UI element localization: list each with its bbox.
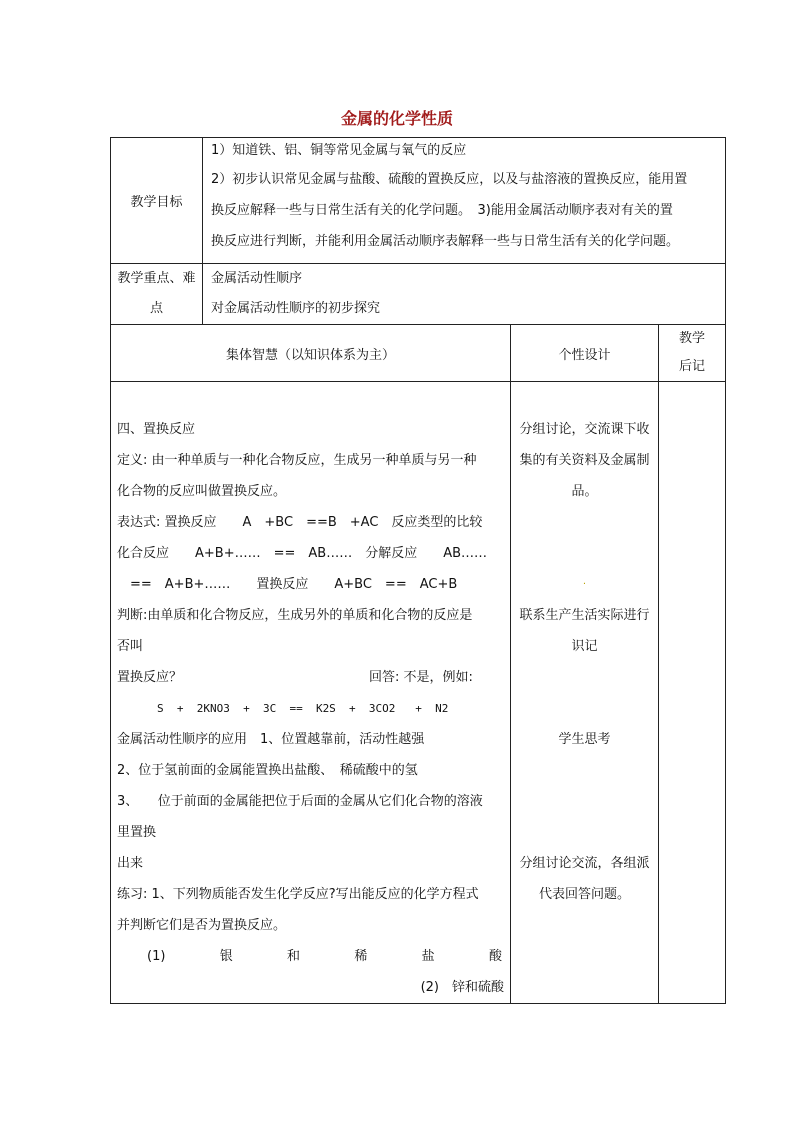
key-points-label-line: 点 xyxy=(149,301,163,316)
personal-note: 分组讨论交流，各组派 xyxy=(519,856,650,871)
application-line: 里置换 xyxy=(117,825,157,840)
key-points-row xyxy=(111,264,726,325)
key-points-content xyxy=(203,264,726,325)
application-line: 2、位于氢前面的金属能置换出盐酸、 稀硫酸中的氢 xyxy=(117,763,418,778)
exercise-item-word: 银 xyxy=(219,949,233,964)
exercise-item-2: (2) 锌和硫酸 xyxy=(420,980,504,995)
section-heading: 四、置换反应 xyxy=(117,422,196,437)
comparison-line: 化合反应 A+B+…… == AB…… 分解反应 AB…… xyxy=(117,546,488,561)
page-title: 金属的化学性质 xyxy=(340,109,453,128)
teaching-notes-header xyxy=(659,325,726,382)
application-line: 出来 xyxy=(117,856,144,871)
column-header-row xyxy=(111,325,726,382)
notes-header-line: 后记 xyxy=(679,359,706,374)
question-text: 置换反应？ xyxy=(117,670,183,685)
judgement-line: 判断:由单质和化合物反应，生成另外的单质和化合物的反应是 xyxy=(117,608,473,623)
answer-text: 回答: 不是，例如: xyxy=(369,670,473,685)
objective-line: 换反应进行判断，并能利用金属活动顺序表解释一些与日常生活有关的化学问题。 xyxy=(211,234,680,249)
objectives-label: 教学目标 xyxy=(111,138,203,264)
personal-note: 集的有关资料及金属制 xyxy=(519,453,650,468)
judgement-line: 否叫 xyxy=(117,639,144,654)
exercise-item-word: 酸 xyxy=(488,949,502,964)
objective-line: 换反应解释一些与日常生活有关的化学问题。 3)能用金属活动顺序表对有关的置 xyxy=(211,203,673,218)
personal-design-content xyxy=(511,382,659,1004)
personal-note: 分组讨论，交流课下收 xyxy=(519,422,650,437)
collective-content xyxy=(111,382,511,1004)
exercise-line: 练习: 1、下列物质能否发生化学反应?写出能反应的化学方程式 xyxy=(117,887,479,902)
exercise-item-word: 盐 xyxy=(421,949,435,964)
notes-header-line: 教学 xyxy=(679,331,706,346)
objectives-content xyxy=(203,138,726,264)
content-row xyxy=(111,382,726,1004)
key-points-label xyxy=(111,264,203,325)
exercise-item-word: 稀 xyxy=(354,949,368,964)
personal-note: 联系生产生活实际进行 xyxy=(519,608,650,623)
personal-note: 品。 xyxy=(571,484,598,499)
exercise-item-word: 和 xyxy=(287,949,301,964)
comparison-line: == A+B+…… 置换反应 A+BC == AC+B xyxy=(117,577,458,592)
personal-note: 代表回答问题。 xyxy=(538,887,630,902)
personal-note: 学生思考 xyxy=(558,732,611,747)
application-line: 3、 位于前面的金属能把位于后面的金属从它们化合物的溶液 xyxy=(117,794,483,809)
key-points-label-line: 教学重点、难 xyxy=(117,271,196,286)
exercise-line: 并判断它们是否为置换反应。 xyxy=(117,918,287,933)
definition-line: 化合物的反应叫做置换反应。 xyxy=(117,484,287,499)
objective-line: 2）初步认识常见金属与盐酸、硫酸的置换反应，以及与盐溶液的置换反应，能用置 xyxy=(211,172,688,187)
collective-wisdom-header: 集体智慧（以知识体系为主） xyxy=(111,325,511,382)
expression-line: 表达式: 置换反应 A +BC ==B +AC 反应类型的比较 xyxy=(117,515,483,530)
objective-line: 1）知道铁、铝、铜等常见金属与氧气的反应 xyxy=(211,143,467,158)
lesson-plan-table xyxy=(110,137,726,1004)
teaching-notes-content xyxy=(659,382,726,1004)
question-line xyxy=(111,662,510,693)
application-line: 金属活动性顺序的应用 1、位置越靠前，活动性越强 xyxy=(117,732,425,747)
reaction-equation: S + 2KNO3 + 3C == K2S + 3CO2 + N2 xyxy=(157,702,449,715)
key-point-line: 金属活动性顺序 xyxy=(211,271,303,286)
exercise-item-1 xyxy=(111,941,510,972)
definition-line: 定义: 由一种单质与一种化合物反应，生成另一种单质与另一种 xyxy=(117,453,477,468)
key-point-line: 对金属活动性顺序的初步探究 xyxy=(211,301,381,316)
exercise-item-word: (1) xyxy=(147,949,166,964)
personal-design-header: 个性设计 xyxy=(511,325,659,382)
objectives-row xyxy=(111,138,726,264)
stray-dot: · xyxy=(582,579,587,590)
personal-note: 识记 xyxy=(571,639,598,654)
